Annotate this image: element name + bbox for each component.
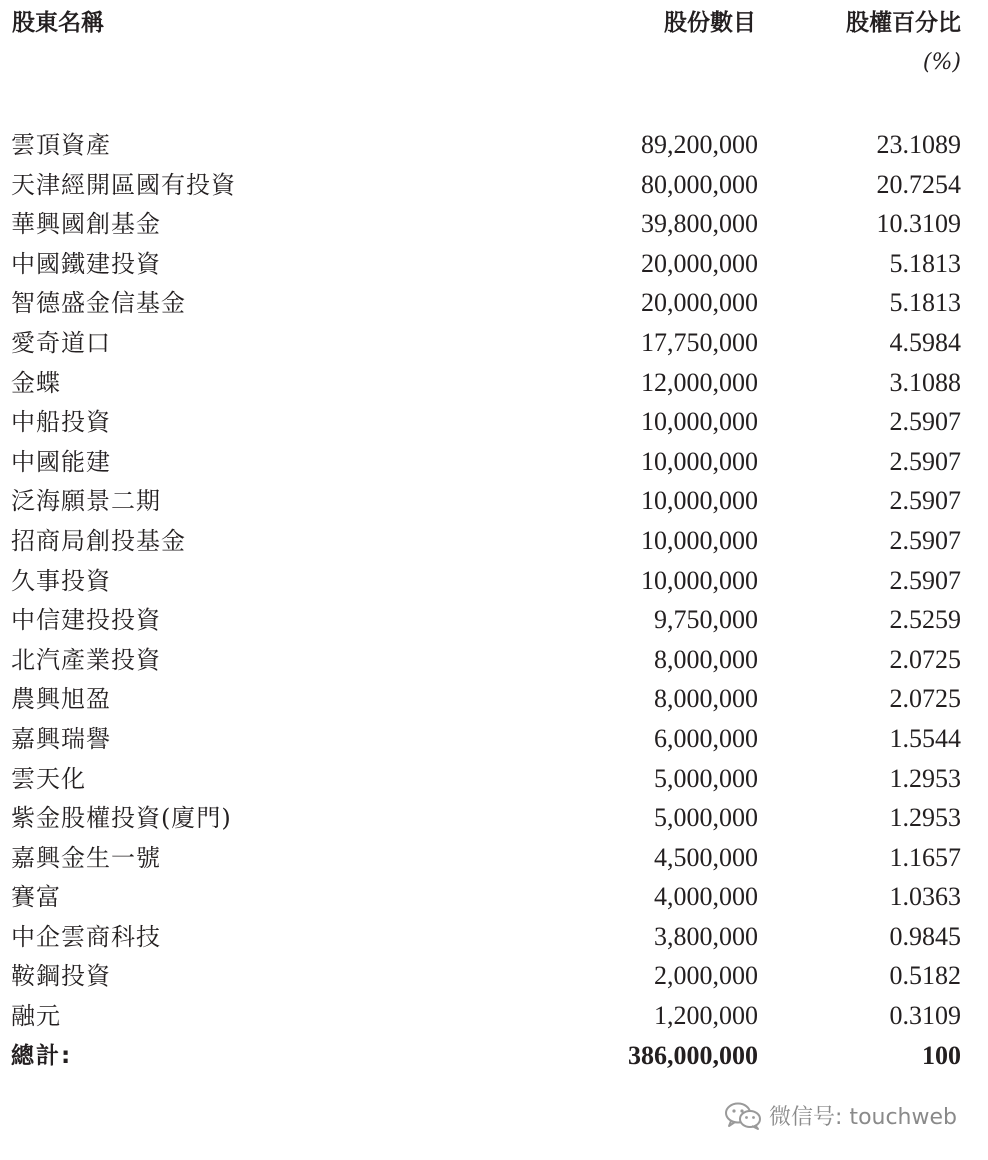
shareholder-name: 嘉興金生一號 — [11, 843, 161, 872]
table-row — [0, 719, 988, 759]
shareholding-percentage-header: 股權百分比 — [846, 10, 961, 36]
shareholder-name: 中國能建 — [11, 447, 111, 476]
share-count: 1,200,000 — [654, 1001, 758, 1031]
shareholding-percentage: 20.7254 — [876, 169, 961, 199]
shareholding-percentage: 5.1813 — [889, 248, 961, 278]
share-count: 4,500,000 — [654, 842, 758, 872]
shareholder-name-header: 股東名稱 — [12, 10, 104, 36]
shareholder-name: 雲天化 — [11, 764, 86, 793]
shareholding-percentage: 2.0725 — [889, 644, 961, 674]
table-row — [0, 402, 988, 442]
wechat-icon — [723, 1101, 763, 1131]
total-percentage: 100 — [922, 1040, 961, 1070]
table-row — [0, 759, 988, 799]
shareholder-rows — [0, 125, 988, 1075]
shareholding-percentage: 4.5984 — [889, 327, 961, 357]
share-count: 10,000,000 — [641, 446, 758, 476]
shareholding-percentage: 0.5182 — [889, 961, 961, 991]
shareholder-name: 久事投資 — [11, 566, 111, 595]
table-row — [0, 877, 988, 917]
share-count: 10,000,000 — [641, 565, 758, 595]
table-row — [0, 165, 988, 205]
shareholder-name: 天津經開區國有投資 — [11, 170, 236, 199]
shareholding-percentage: 1.2953 — [889, 763, 961, 793]
shareholding-percentage: 2.5907 — [889, 407, 961, 437]
share-count: 8,000,000 — [654, 644, 758, 674]
table-row — [0, 917, 988, 957]
table-row — [0, 679, 988, 719]
share-count: 6,000,000 — [654, 723, 758, 753]
shareholding-percentage: 1.5544 — [889, 723, 961, 753]
shareholder-name: 融元 — [11, 1002, 61, 1031]
shareholding-percentage: 10.3109 — [876, 209, 961, 239]
table-row — [0, 640, 988, 680]
share-count: 12,000,000 — [641, 367, 758, 397]
shareholding-percentage: 2.5259 — [889, 605, 961, 635]
shareholder-name: 北汽產業投資 — [11, 645, 161, 674]
shareholder-name: 泛海願景二期 — [11, 487, 161, 516]
table-row — [0, 521, 988, 561]
shareholder-name: 紫金股權投資(廈門) — [11, 804, 232, 833]
share-count: 10,000,000 — [641, 486, 758, 516]
table-row — [0, 996, 988, 1036]
table-row — [0, 283, 988, 323]
share-count: 89,200,000 — [641, 130, 758, 159]
shareholding-percentage: 5.1813 — [889, 288, 961, 318]
shareholding-percentage: 1.2953 — [889, 803, 961, 833]
shareholding-percentage: 2.0725 — [889, 684, 961, 714]
share-count: 20,000,000 — [641, 288, 758, 318]
shareholding-percentage: 2.5907 — [889, 525, 961, 555]
table-row — [0, 798, 988, 838]
share-count: 10,000,000 — [641, 407, 758, 437]
table-row — [0, 363, 988, 403]
shareholding-percentage: 3.1088 — [889, 367, 961, 397]
shareholding-percentage: 1.0363 — [889, 882, 961, 912]
shareholder-name: 鞍鋼投資 — [11, 962, 111, 991]
shareholder-name: 中信建投投資 — [11, 606, 161, 635]
shareholding-percentage: 23.1089 — [876, 130, 961, 159]
share-count: 5,000,000 — [654, 763, 758, 793]
shareholder-name: 智德盛金信基金 — [11, 289, 186, 318]
table-row — [0, 244, 988, 284]
share-count: 20,000,000 — [641, 248, 758, 278]
shareholding-percentage: 0.9845 — [889, 921, 961, 951]
shareholder-name: 嘉興瑞譽 — [11, 724, 111, 753]
share-count: 10,000,000 — [641, 525, 758, 555]
table-row — [0, 600, 988, 640]
total-row — [0, 1036, 988, 1076]
share-count: 80,000,000 — [641, 169, 758, 199]
table-row — [0, 481, 988, 521]
table-row — [0, 323, 988, 363]
table-row — [0, 561, 988, 601]
table-row — [0, 125, 988, 165]
shareholding-percentage: 2.5907 — [889, 486, 961, 516]
total-shares: 386,000,000 — [628, 1040, 758, 1070]
shareholder-name: 中企雲商科技 — [11, 922, 161, 951]
percentage-unit-label: (%) — [922, 50, 961, 75]
share-count: 5,000,000 — [654, 803, 758, 833]
share-count: 2,000,000 — [654, 961, 758, 991]
shareholder-name: 金蝶 — [11, 368, 61, 397]
table-row — [0, 838, 988, 878]
shareholder-name: 招商局創投基金 — [11, 526, 186, 555]
table-row — [0, 956, 988, 996]
shareholder-name: 賽富 — [11, 883, 61, 912]
wechat-id-text: 微信号: touchweb — [769, 1105, 957, 1130]
share-count: 8,000,000 — [654, 684, 758, 714]
share-count: 17,750,000 — [641, 327, 758, 357]
shareholder-name: 中國鐵建投資 — [11, 249, 161, 278]
share-count: 3,800,000 — [654, 921, 758, 951]
shareholder-name: 愛奇道口 — [11, 328, 111, 357]
shareholding-percentage: 2.5907 — [889, 565, 961, 595]
table-row — [0, 442, 988, 482]
shareholder-name: 農興旭盈 — [11, 685, 111, 714]
shareholder-name: 華興國創基金 — [11, 210, 161, 239]
wechat-watermark — [723, 1100, 957, 1131]
share-count-header: 股份數目 — [664, 10, 756, 36]
shareholder-name: 中船投資 — [11, 408, 111, 437]
shareholding-percentage: 1.1657 — [889, 842, 961, 872]
shareholder-name: 雲頂資產 — [11, 131, 111, 159]
table-row — [0, 204, 988, 244]
share-count: 4,000,000 — [654, 882, 758, 912]
total-label: 總計: — [11, 1042, 73, 1069]
share-count: 9,750,000 — [654, 605, 758, 635]
shareholding-percentage: 2.5907 — [889, 446, 961, 476]
share-count: 39,800,000 — [641, 209, 758, 239]
shareholding-percentage: 0.3109 — [889, 1001, 961, 1031]
